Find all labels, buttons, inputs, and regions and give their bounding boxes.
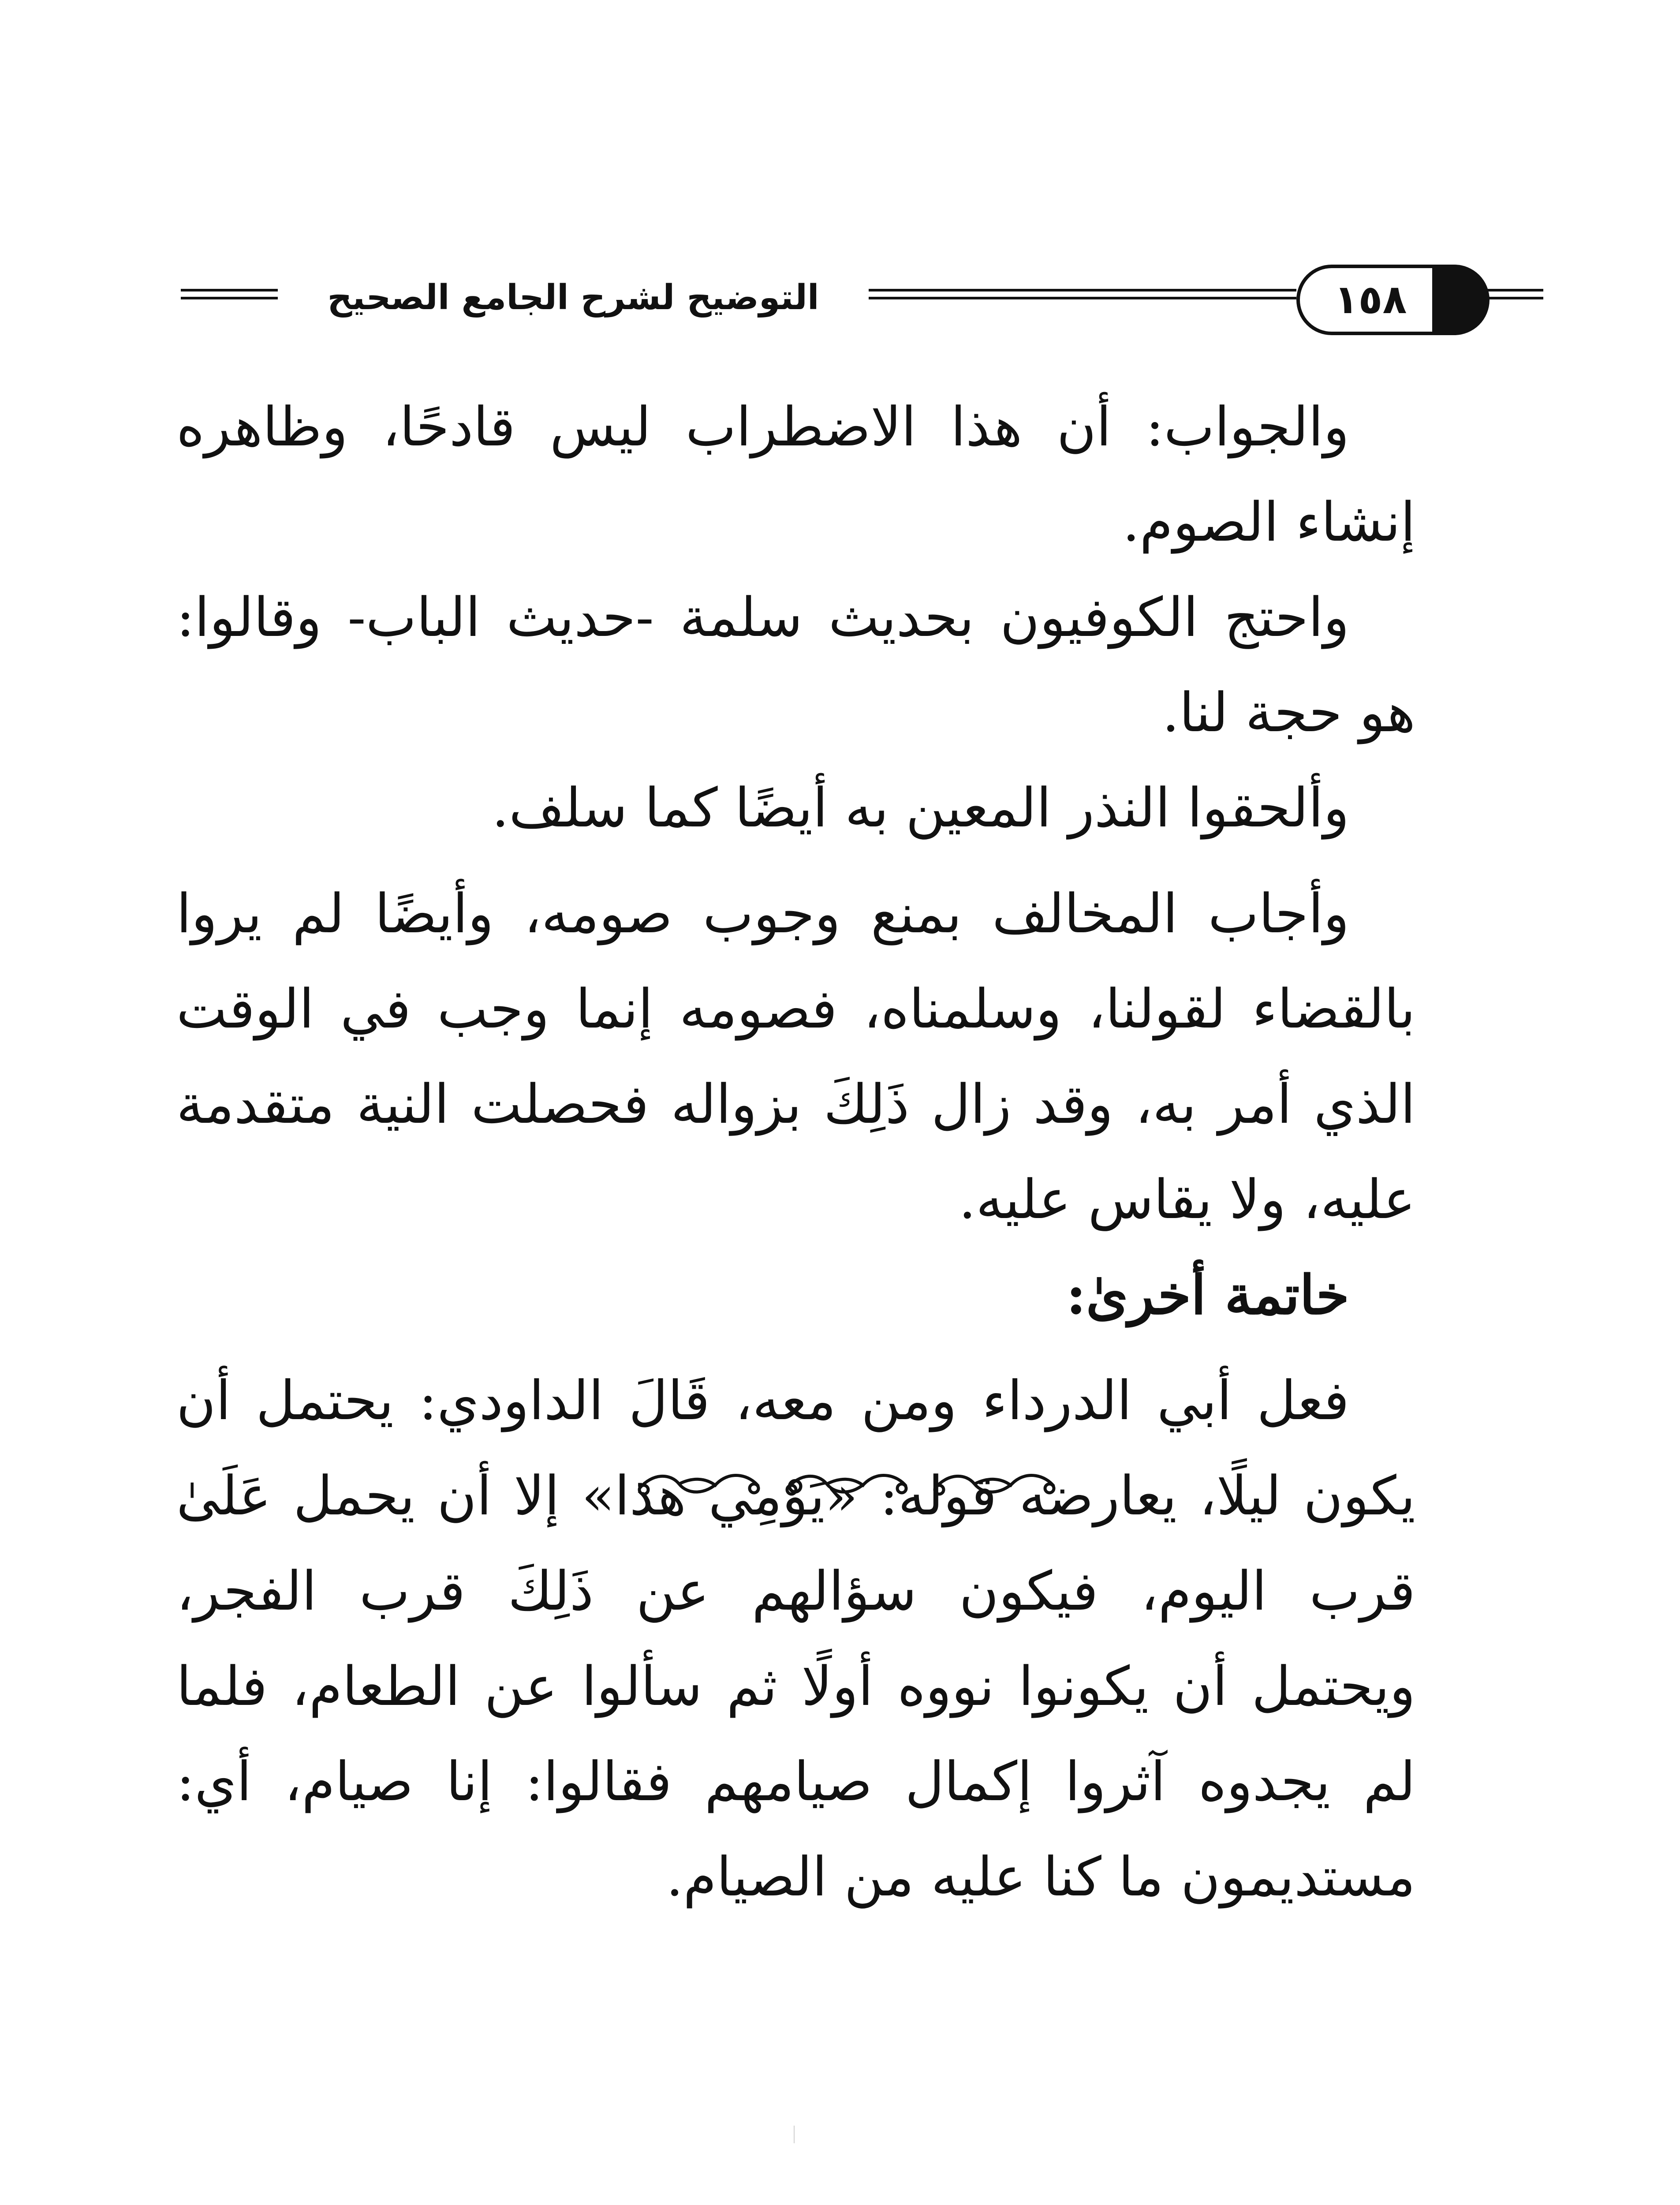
header-rule-right: [1486, 289, 1543, 299]
ornament-unit-3: [935, 1476, 1054, 1494]
header-title: التوضيح لشرح الجامع الصحيح: [327, 278, 819, 318]
running-header: [181, 247, 1543, 357]
main-text: [176, 379, 1415, 1925]
section-heading: خاتمة أخرىٰ:: [1066, 1263, 1349, 1327]
page-number-badge: [1296, 265, 1482, 335]
header-rule-left: [181, 289, 278, 299]
closing-ornament: [631, 1464, 1063, 1504]
answer-line: والجواب: أن هذا الاضطراب ليس قادحًا، وظاهره إنشاء الصوم.: [176, 396, 1415, 553]
ornament-unit-1: [639, 1476, 758, 1494]
paragraph-abu-darda: فعل أبي الدرداء ومن معه، قَالَ الداودي: يحتمل أن يكون ليلًا، يعارضه قوله: «يَوْمِي هذا» إلا أن يحمل عَلَىٰ قرب اليوم، فيكون سؤالهم عن ذَلِكَ قرب الفجر، ويحتمل أن يكونوا نووه أولًا ثم سألوا عن الطعام، فلما لم يجدوه آثروا إكمال صيامهم فقالوا: إنا صيام، أي: مستديمون ما كنا عليه من الصيام.: [176, 1369, 1415, 1908]
header-rule-middle: [869, 289, 1296, 299]
scan-mark: [794, 2126, 795, 2143]
vow-line: وألحقوا النذر المعين به أيضًا كما سلف.: [492, 777, 1349, 839]
page-number: ١٥٨: [1334, 277, 1407, 323]
ornament-unit-2: [787, 1476, 906, 1494]
paragraph-opponent-reply: وأجاب المخالف بمنع وجوب صومه، وأيضًا لم يروا بالقضاء لقولنا، وسلمناه، فصومه إنما وجب في الوقت الذي أمر به، وقد زال ذَلِكَ بزواله فحصلت النية متقدمة عليه، ولا يقاس عليه.: [176, 882, 1415, 1231]
kufi-argument-line: واحتج الكوفيون بحديث سلمة -حديث الباب- وقالوا: هو حجة لنا.: [176, 586, 1415, 744]
